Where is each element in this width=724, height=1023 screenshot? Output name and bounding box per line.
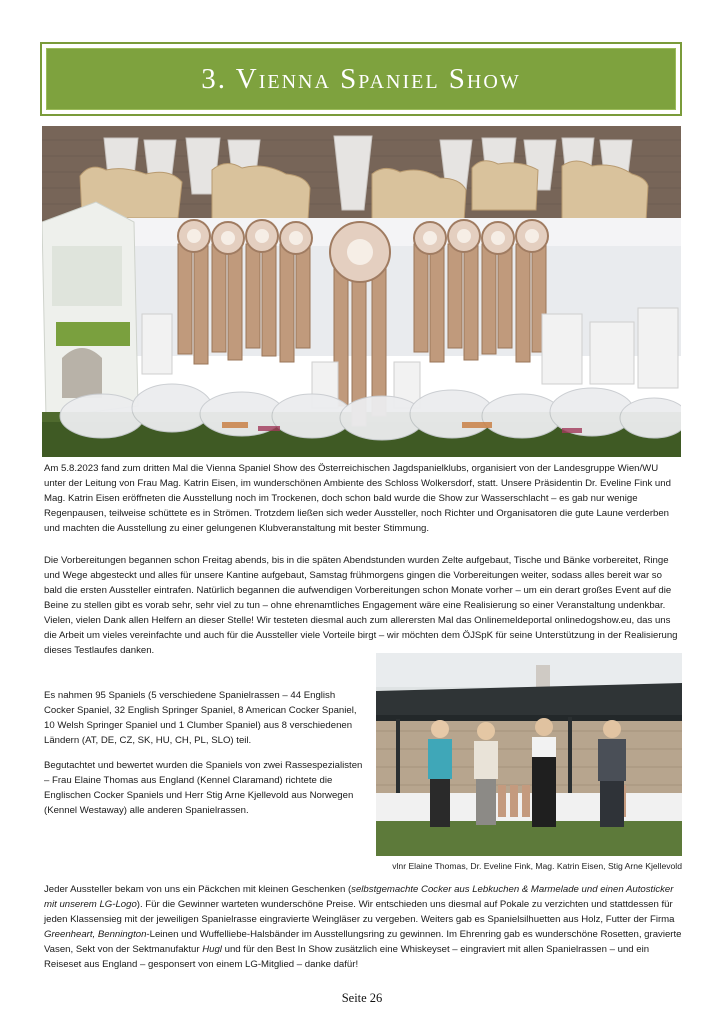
prizes-text-e: -Leinen und Wuffelliebe-Halsbänder im Ausstellungsring zu gewinnen. Im Ehrenring gab es wunderschöne Rosetten, gravierte Vasen, Sekt von der Sektmanufaktur [44, 929, 682, 955]
trophy-table-illustration [42, 126, 681, 457]
page-number: Seite 26 [341, 991, 383, 1005]
prizes-sponsor-brands: Greenheart, Bennington [44, 929, 147, 940]
trophy-table-photo [42, 126, 681, 457]
paragraph-participants: Es nahmen 95 Spaniels (5 verschiedene Spanielrassen – 44 English Cocker Spaniel, 32 English Springer Spaniel, 8 American Cocker Spaniel, 10 Welsh Springer Spaniel und 1 Clumber Spaniel) aus 8 verschiedenen Ländern (AT, DE, CZ, SK, HU, CH, PL, SLO) teil. [44, 690, 357, 746]
judges-photo [376, 653, 682, 856]
prizes-text-c: ). Für die Gewinner warteten wunderschöne Preise. Wir entschieden uns diesmal auf Pokale zu verzichten und stattdessen für jeden Klassensieg mit der jeweiligen Spanielrasse eingravierte Weingläser zu vergeben. Weiters gab es Spanielsilhuetten aus Holz, Futter der Firma [44, 899, 675, 925]
judges-illustration [376, 653, 682, 856]
title-banner [40, 42, 682, 116]
prizes-text-g: und für den Best In Show zusätzlich eine Whiskeyset – eingraviert mit allen Spanielrassen – und ein Reiseset aus England – gesponsert von einem LG-Mitglied – danke dafür! [44, 944, 650, 970]
prizes-sponsor-hugl: Hugl [202, 944, 222, 955]
prizes-text-a: Jeder Aussteller bekam von uns ein Päckchen mit kleinen Geschenken ( [44, 884, 352, 895]
page-title: 3. Vienna Spaniel Show [201, 62, 521, 95]
paragraph-prizes [44, 882, 684, 972]
paragraph-intro: Am 5.8.2023 fand zum dritten Mal die Vienna Spaniel Show des Österreichischen Jagdspanielklubs, organisiert von der Landesgruppe Wien/WU unter der Leitung von Frau Mag. Katrin Eisen, im wunderschönen Ambiente des Schloss Wolkersdorf, statt. Unsere Präsidentin Dr. Eveline Fink und Mag. Katrin Eisen eröffneten die Ausstellung noch im Trockenen, doch schon bald wurde die Show zur Wasserschlacht – es gab nur wenige Regenpausen, teilweise schüttete es in Strömen. Trotzdem ließen sich weder Aussteller, noch Richter und Organisatoren die gute Laune verderben und machten die Ausstellung zu einer gelungenen Klubveranstaltung mit bester Stimmung. [44, 463, 671, 534]
title-banner-fill [46, 48, 676, 110]
prizes-gift-detail: selbstgemachte Cocker aus Lebkuchen & Marmelade und einen Autosticker mit unserem LG-Logo [44, 884, 674, 910]
photo-caption: vlnr Elaine Thomas, Dr. Eveline Fink, Mag. Katrin Eisen, Stig Arne Kjellevold [392, 861, 682, 871]
paragraph-judges: Begutachtet und bewertet wurden die Spaniels von zwei Rassespezialisten – Frau Elaine Thomas aus England (Kennel Claramand) richtete die Englischen Cocker Spaniels und Herr Stig Arne Kjellevold aus Norwegen (Kennel Westaway) alle anderen Spanielrassen. [44, 760, 363, 816]
paragraph-preparations: Die Vorbereitungen begannen schon Freitag abends, bis in die späten Abendstunden wurden Zelte aufgebaut, Tische und Bänke vorbereitet, Ringe und Wege abgesteckt und alles für unsere Kantine aufgebaut, Samstag frühmorgens gingen die Vorbereitungen weiter, sodass alles bereit war so bald die ersten Aussteller eintrafen. Natürlich begannen die aufwendigen Vorbereitungen schon Monate vorher – um ein derart großes Event auf die Beine zu stellen gibt es vorab sehr, sehr viel zu tun – ohne ehrenamtliches Engagement wäre eine Realisierung so einer Veranstaltung undenkbar. Vielen, vielen Dank allen Helfern an dieser Stelle! Wir testeten diesmal auch zum allerersten Mal das Onlinemeldeportal onlinedogshow.eu, das uns die Arbeit um vieles vereinfachte und auch für die Aussteller viele Vorteile birgt – wir möchten dem ÖJSpK für seine Unterstützung in der Realisierung dieses Testlaufes danken. [44, 555, 678, 656]
